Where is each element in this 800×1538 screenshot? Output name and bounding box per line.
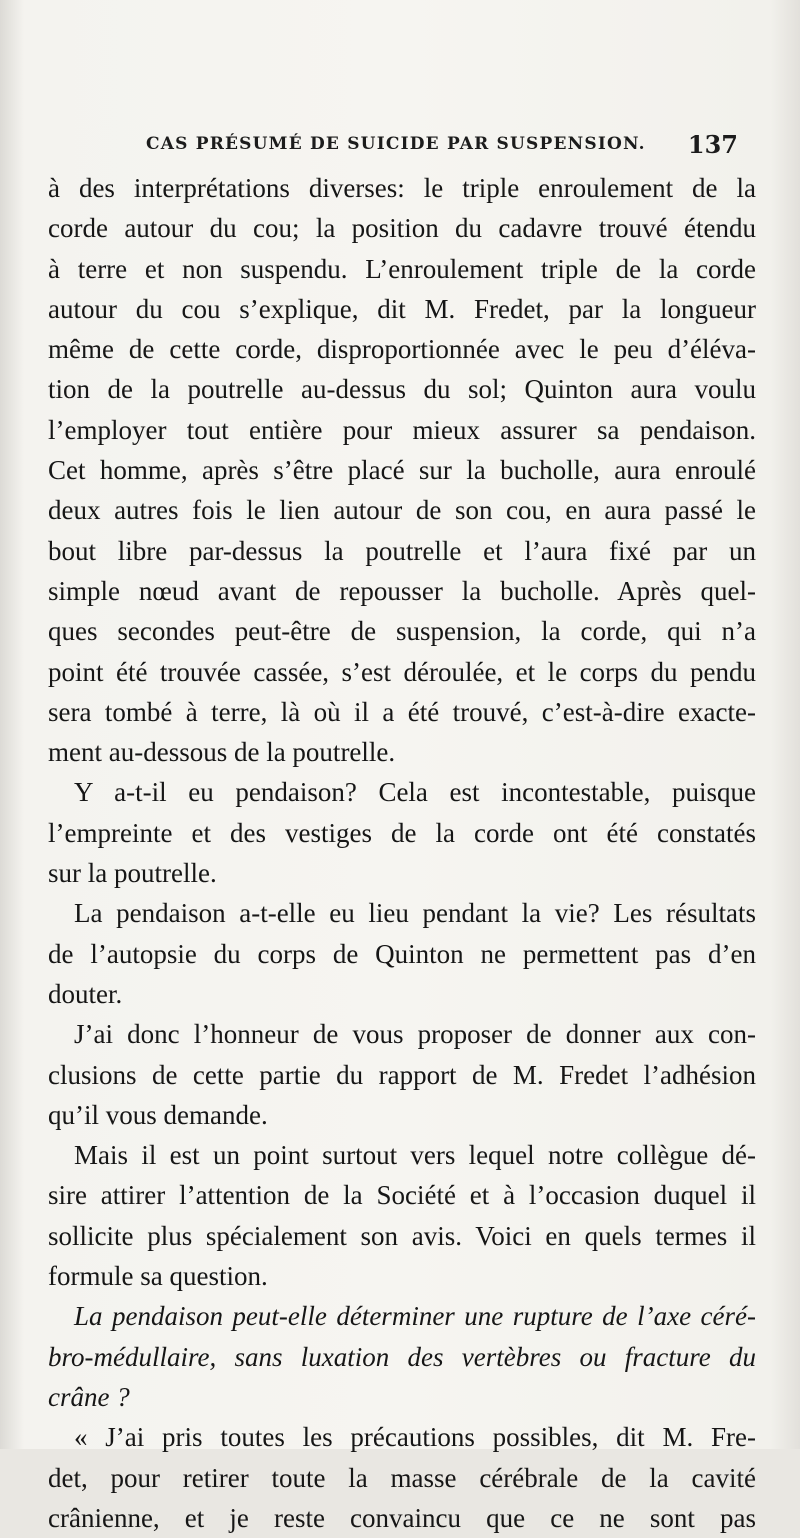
text-line: La pendaison peut-elle déterminer une rupture de l’axe céré- [74,1301,756,1332]
text-line: autour du cou s’explique, dit M. Fredet, par la longueur [48,293,756,324]
text-line: formule sa question. [48,1261,268,1292]
text-line: J’ai donc l’honneur de vous proposer de donner aux con- [74,1019,756,1050]
text-line: point été trouvée cassée, s’est déroulée, et le corps du pendu [48,656,756,687]
text-line: La pendaison a-t-elle eu lieu pendant la vie? Les résultats [74,898,756,929]
text-line: sera tombé à terre, là où il a été trouvé, c’est-à-dire exacte- [48,696,756,727]
text-line: Y a-t-il eu pendaison? Cela est incontestable, puisque [74,777,756,808]
running-title: CAS PRÉSUMÉ DE SUICIDE PAR SUSPENSION. [146,134,646,154]
text-line: clusions de cette partie du rapport de M. Fredet l’adhésion [48,1059,756,1090]
page-number: 137 [687,130,738,159]
text-line: crânienne, et je reste convaincu que ce ne sont pas [48,1502,756,1533]
text-line: l’employer tout entière pour mieux assurer sa pendaison. [48,414,756,445]
page-header [146,132,756,162]
text-line: de l’autopsie du corps de Quinton ne permettent pas d’en [48,938,756,969]
body-text [48,168,756,1538]
text-line: deux autres fois le lien autour de son cou, en aura passé le [48,495,756,526]
text-line: sur la poutrelle. [48,858,217,889]
text-line: douter. [48,978,123,1009]
text-line: même de cette corde, disproportionnée avec le peu d’éléva- [48,334,756,365]
text-line: bro-médullaire, sans luxation des vertèbres ou fracture du [48,1341,756,1372]
text-line: corde autour du cou; la position du cadavre trouvé étendu [48,213,756,244]
text-line: crâne ? [48,1381,130,1412]
text-line: sire attirer l’attention de la Société et à l’occasion duquel il [48,1180,756,1211]
text-line: à des interprétations diverses: le triple enroulement de la [48,173,756,203]
text-line: Cet homme, après s’être placé sur la bucholle, aura enroulé [48,455,756,486]
text-line: ques secondes peut-être de suspension, la corde, qui n’a [48,616,756,647]
text-line: det, pour retirer toute la masse cérébrale de la cavité [48,1462,756,1493]
text-line: l’empreinte et des vestiges de la corde ont été constatés [48,817,756,848]
text-line: qu’il vous demande. [48,1099,268,1130]
text-line: ment au-dessous de la poutrelle. [48,737,396,768]
text-line: « J’ai pris toutes les précautions possibles, dit M. Fre- [74,1422,756,1453]
text-line: bout libre par-dessus la poutrelle et l’aura fixé par un [48,535,756,566]
text-line: tion de la poutrelle au-dessus du sol; Quinton aura voulu [48,374,756,405]
text-line: simple nœud avant de repousser la bucholle. Après quel- [48,575,756,606]
text-line: à terre et non suspendu. L’enroulement triple de la corde [48,253,756,284]
text-line: Mais il est un point surtout vers lequel notre collègue dé- [74,1140,756,1171]
text-line: sollicite plus spécialement son avis. Voici en quels termes il [48,1220,756,1251]
